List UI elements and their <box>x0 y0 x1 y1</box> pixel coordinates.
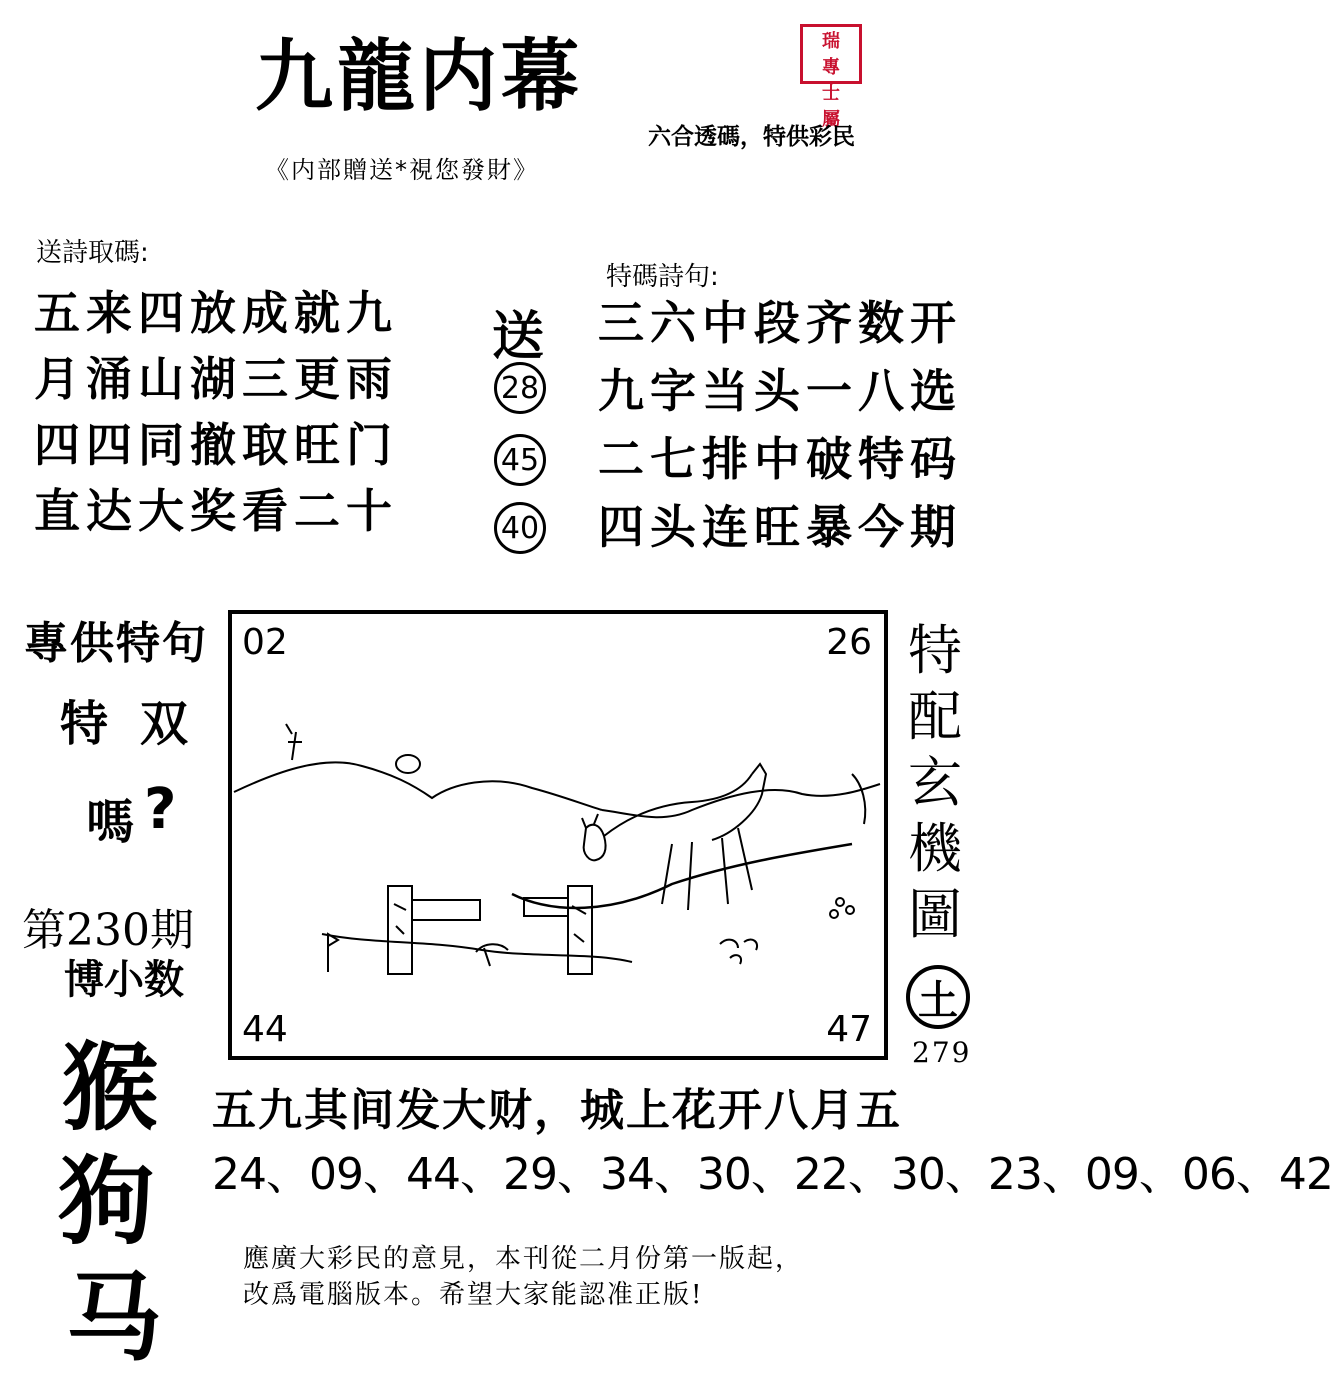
winter-landscape-illustration <box>232 614 884 1056</box>
corner-number-top-right: 26 <box>826 622 872 663</box>
corner-number-bottom-right: 47 <box>826 1009 872 1050</box>
page-code-number: 279 <box>912 1036 972 1069</box>
bo-xiao-shu: 博小数 <box>64 957 184 1003</box>
poem-left-line-3: 四四同撤取旺门 <box>34 418 398 472</box>
corner-number-bottom-left: 44 <box>242 1009 288 1050</box>
page-title: 九龍内幕 <box>255 31 584 122</box>
animal-hou: 猴 <box>62 1031 158 1144</box>
mystery-picture-frame <box>228 610 888 1060</box>
header-gift-line: 《内部贈送*視您發財》 <box>265 156 539 184</box>
numbers-line: 24、09、44、29、34、30、22、30、23、09、06、42 <box>212 1149 1333 1200</box>
special-char-ma: 嗎 <box>86 794 135 850</box>
poem-right-line-1: 三六中段齐数开 <box>598 296 962 350</box>
poem-left-line-2: 月涌山湖三更雨 <box>34 352 398 406</box>
send-number-2: 45 <box>494 434 546 486</box>
send-number-3: 40 <box>494 502 546 554</box>
corner-number-top-left: 02 <box>242 622 288 663</box>
issue-number: 第230期 <box>22 905 194 956</box>
poem-left-line-1: 五来四放成就九 <box>34 286 398 340</box>
poem-right-line-3: 二七排中破特码 <box>598 432 962 486</box>
poem-right-line-2: 九字当头一八选 <box>598 364 962 418</box>
circled-earth-char: 土 <box>906 965 970 1029</box>
poem-left-label: 送詩取碼: <box>36 238 149 268</box>
slogan-line: 五九其间发大财，城上花开八月五 <box>212 1085 902 1136</box>
red-seal-stamp: 瑞 專 士 屬 <box>800 24 862 84</box>
special-char-te: 特 <box>60 696 109 752</box>
poem-right-line-4: 四头连旺暴今期 <box>598 500 962 554</box>
question-mark: ? <box>144 777 177 842</box>
header-tagline: 六合透碼，特供彩民 <box>648 124 855 150</box>
notice-line-1: 應廣大彩民的意見，本刊從二月份第一版起， <box>243 1244 804 1274</box>
notice-line-2: 改爲電腦版本。希望大家能認准正版! <box>243 1280 704 1310</box>
animal-ma: 马 <box>66 1261 162 1374</box>
special-phrase-heading: 專供特句 <box>24 618 208 669</box>
poem-right-label: 特碼詩句: <box>606 262 719 292</box>
send-number-1: 28 <box>494 362 546 414</box>
send-char: 送 <box>492 307 545 367</box>
animal-gou: 狗 <box>58 1145 154 1258</box>
special-picture-title: 特 配 玄 機 圖 <box>908 619 962 946</box>
special-char-shuang: 双 <box>140 696 189 752</box>
poem-left-line-4: 直达大奖看二十 <box>34 484 398 538</box>
